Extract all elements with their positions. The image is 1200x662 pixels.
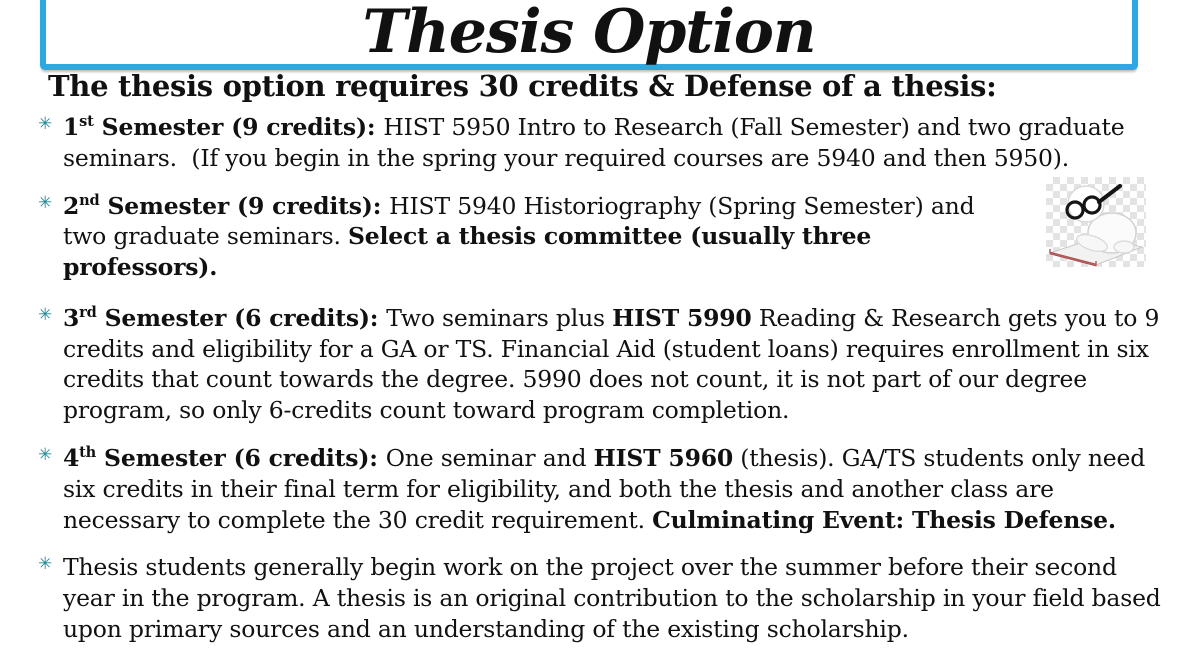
list-item <box>40 112 1166 174</box>
list-item <box>40 303 1166 426</box>
reading-figure-image <box>1046 177 1146 267</box>
bullet-list <box>40 112 1166 662</box>
bullet-text: Thesis students generally begin work on the project over the summer before their second year in the program. A thesis is an original contribution to the scholarship in your field based upon primary sources and an understanding of the existing scholarship. <box>63 553 1161 643</box>
list-item <box>40 443 1166 535</box>
bullet-text: 3rd Semester (6 credits): Two seminars plus HIST 5990 Reading & Research gets you to 9 credits and eligibility for a GA or TS. Financial Aid (student loans) requires enrollment in six credits that count towards the degree. 5990 does not count, it is not part of our degree program, so only 6-credits count toward program completion. <box>63 303 1160 425</box>
slide-title: Thesis Option <box>362 0 816 67</box>
bullet-icon: ✳ <box>38 114 53 134</box>
bullet-icon: ✳ <box>38 192 53 213</box>
list-item <box>40 552 1166 644</box>
list-item <box>40 191 1166 283</box>
reading-figure-drawing <box>1046 177 1146 267</box>
headline: The thesis option requires 30 credits & Defense of a thesis: <box>48 69 997 103</box>
title-box <box>40 0 1138 70</box>
bullet-text: 2nd Semester (9 credits): HIST 5940 Historiography (Spring Semester) and two graduate seminars. Select a thesis committee (usually three professors). <box>63 191 975 282</box>
bullet-text: 4th Semester (6 credits): One seminar and HIST 5960 (thesis). GA/TS students only need six credits in their final term for eligibility, and both the thesis and another class are necessary to complete the 30 credit requirement. Culminating Event: Thesis Defense. <box>63 444 1146 534</box>
bullet-text: 1st Semester (9 credits): HIST 5950 Intro to Research (Fall Semester) and two graduate seminars. (If you begin in the spring your required courses are 5940 and then 5950). <box>63 113 1125 172</box>
bullet-icon: ✳ <box>38 304 53 325</box>
bullet-icon: ✳ <box>38 445 53 466</box>
bullet-icon: ✳ <box>38 554 53 575</box>
